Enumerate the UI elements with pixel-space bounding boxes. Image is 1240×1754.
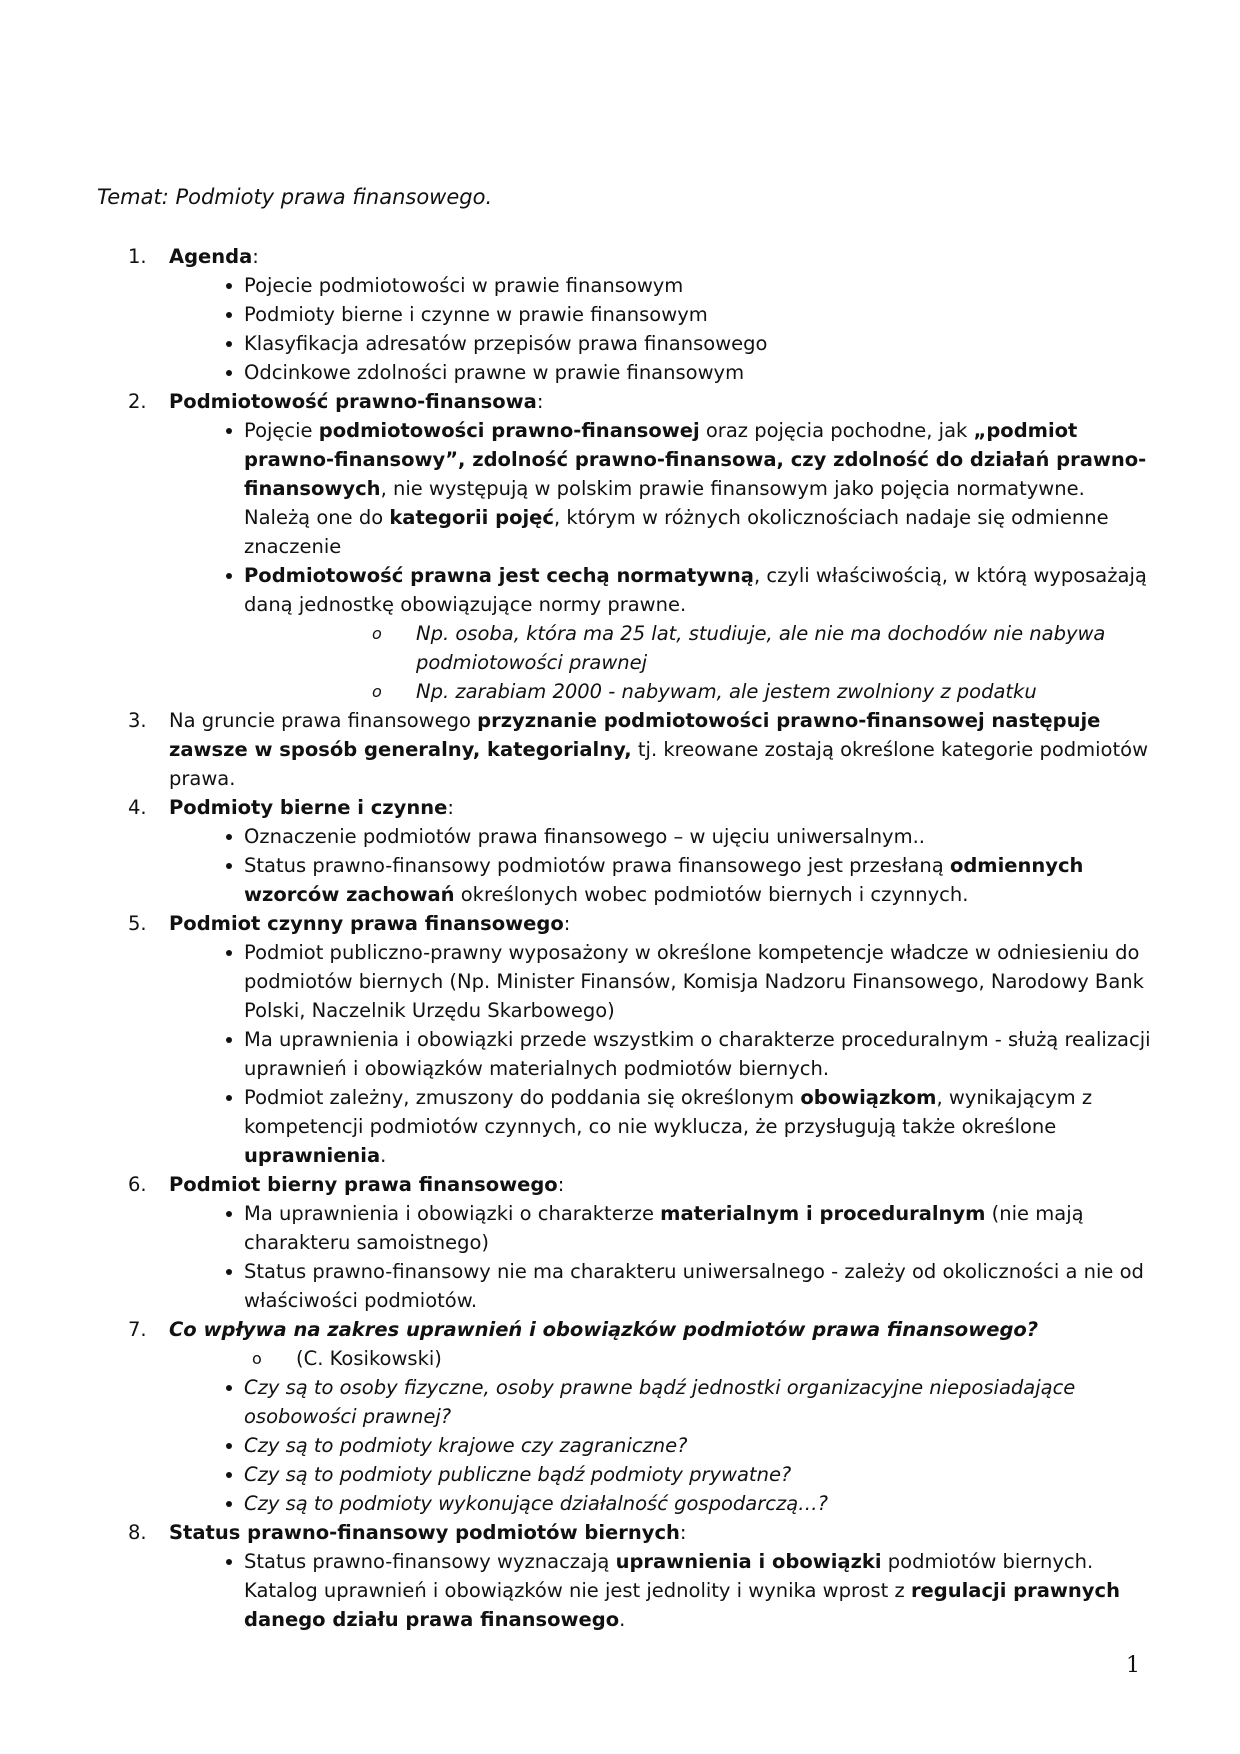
list-item: Pojecie podmiotowości w prawie finansowym [169,271,1154,300]
list-item: Podmiot publiczno-prawny wyposażony w określone kompetencje władcze w odniesieniu do podmiotów biernych (Np. Minister Finansów, Komisja Nadzoru Finansowego, Narodowy Bank Polski, Naczelnik Urzędu Skarbowego) [169,938,1154,1025]
list-item: Pojęcie podmiotowości prawno-finansowej oraz pojęcia pochodne, jak „podmiot prawno-finansowy”, zdolność prawno-finansowa, czy zdolność do działań prawno-finansowych, nie występują w polskim prawie finansowym jako pojęcia normatywne. Należą one do kategorii pojęć, którym w różnych okolicznościach nadaje się odmienne znaczenie [169,416,1154,561]
bullet-icon [226,1443,232,1449]
section-number: 1. [128,245,147,268]
bullet-icon [226,341,232,347]
sub-list-item: o Np. zarabiam 2000 - nabywam, ale jestem zwolniony z podatku [244,677,1154,706]
bullet-icon [226,312,232,318]
bullet-icon [226,370,232,376]
list-item: Czy są to osoby fizyczne, osoby prawne bądź jednostki organizacyjne nieposiadające osobowości prawnej? [169,1373,1154,1431]
bullet-icon [226,573,232,579]
list-item: Ma uprawnienia i obowiązki przede wszystkim o charakterze proceduralnym - służą realizacji uprawnień i obowiązków materialnych podmiotów biernych. [169,1025,1154,1083]
section-number: 3. [128,709,147,732]
section-przyznanie: 3. Na gruncie prawa finansowego przyznanie podmiotowości prawno-finansowej następuje zawsze w sposób generalny, kategorialny, tj. kreowane zostają określone kategorie podmiotów prawa. [124,706,1154,793]
bullet-list [169,1373,1154,1518]
list-item: Status prawno-finansowy nie ma charakteru uniwersalnego - zależy od okoliczności a nie od właściwości podmiotów. [169,1257,1154,1315]
bullet-icon [226,834,232,840]
bullet-icon [226,1095,232,1101]
bullet-list [169,938,1154,1170]
section-number: 2. [128,390,147,413]
list-item: Oznaczenie podmiotów prawa finansowego – w ujęciu uniwersalnym.. [169,822,1154,851]
bullet-list [169,1199,1154,1315]
section-status-biernych: 8. Status prawno-finansowy podmiotów biernych: Status prawno-finansowy wyznaczają uprawnienia i obowiązki podmiotów biernych. Katalog uprawnień i obowiązków nie jest jednolity i wynika wprost z regulacji prawnych danego działu prawa finansowego. [124,1518,1154,1634]
sub-list-item: o (C. Kosikowski) [169,1344,1154,1373]
list-item: Czy są to podmioty publiczne bądź podmioty prywatne? [169,1460,1154,1489]
circle-bullet-icon: o [372,624,382,643]
bullet-icon [226,863,232,869]
circle-bullet-icon: o [252,1349,262,1368]
bullet-icon [226,950,232,956]
bullet-list [169,822,1154,909]
section-podmiotowosc: 2. Podmiotowość prawno-finansowa: Pojęcie podmiotowości prawno-finansowej oraz pojęcia pochodne, jak „podmiot prawno-finansowy”, zdolność prawno-finansowa, czy zdolność do działań prawno-finansowych, nie występują w polskim prawie finansowym jako pojęcia normatywne. Należą one do kategorii pojęć, którym w różnych okolicznościach nadaje się odmienne znaczenie Podmiotowość prawna jest cechą normatywną, czyli właściwością, w którą wyposażają daną jednostkę obowiązujące normy prawne. o Np. osoba, która ma 25 lat, studiuje, ale nie ma dochodów nie nabywa podmiotowości prawnej o Np. zarabiam 2000 - nabywam, ale jestem zwolniony z podatku [124,387,1154,706]
circle-bullet-icon: o [372,682,382,701]
list-item: Czy są to podmioty wykonujące działalność gospodarczą…? [169,1489,1154,1518]
bullet-icon [226,1385,232,1391]
section-podmioty-bierne-czynne: 4. Podmioty bierne i czynne: Oznaczenie podmiotów prawa finansowego – w ujęciu uniwersalnym.. Status prawno-finansowy podmiotów prawa finansowego jest przesłaną odmiennych wzorców zachowań określonych wobec podmiotów biernych i czynnych. [124,793,1154,909]
section-podmiot-bierny: 6. Podmiot bierny prawa finansowego: Ma uprawnienia i obowiązki o charakterze materialnym i proceduralnym (nie mają charakteru samoistnego) Status prawno-finansowy nie ma charakteru uniwersalnego - zależy od okoliczności a nie od właściwości podmiotów. [124,1170,1154,1315]
bullet-icon [226,1559,232,1565]
document-body [124,242,1154,1634]
outline-list [124,242,1154,1634]
bullet-icon [226,1269,232,1275]
section-podmiot-czynny: 5. Podmiot czynny prawa finansowego: Podmiot publiczno-prawny wyposażony w określone kompetencje władcze w odniesieniu do podmiotów biernych (Np. Minister Finansów, Komisja Nadzoru Finansowego, Narodowy Bank Polski, Naczelnik Urzędu Skarbowego) Ma uprawnienia i obowiązki przede wszystkim o charakterze proceduralnym - służą realizacji uprawnień i obowiązków materialnych podmiotów biernych. Podmiot zależny, zmuszony do poddania się określonym obowiązkom, wynikającym z kompetencji podmiotów czynnych, co nie wyklucza, że przysługują także określone uprawnienia. [124,909,1154,1170]
bullet-icon [226,1037,232,1043]
bullet-icon [226,1211,232,1217]
section-heading: Status prawno-finansowy podmiotów biernych [169,1521,680,1544]
section-agenda: 1. Agenda: Pojecie podmiotowości w prawie finansowym Podmioty bierne i czynne w prawie finansowym Klasyfikacja adresatów przepisów prawa finansowego Odcinkowe zdolności prawne w prawie finansowym [124,242,1154,387]
bullet-icon [226,1472,232,1478]
section-heading: Podmioty bierne i czynne [169,796,448,819]
list-item: Klasyfikacja adresatów przepisów prawa finansowego [169,329,1154,358]
bullet-list [169,271,1154,387]
list-item: Podmiotowość prawna jest cechą normatywną, czyli właściwością, w którą wyposażają daną jednostkę obowiązujące normy prawne. o Np. osoba, która ma 25 lat, studiuje, ale nie ma dochodów nie nabywa podmiotowości prawnej o Np. zarabiam 2000 - nabywam, ale jestem zwolniony z podatku [169,561,1154,706]
section-zakres-uprawnien [124,1315,1154,1518]
page-number: 1 [1126,1653,1140,1678]
list-item: Status prawno-finansowy podmiotów prawa finansowego jest przesłaną odmiennych wzorców zachowań określonych wobec podmiotów biernych i czynnych. [169,851,1154,909]
list-item: Ma uprawnienia i obowiązki o charakterze materialnym i proceduralnym (nie mają charakteru samoistnego) [169,1199,1154,1257]
bullet-list [169,1547,1154,1634]
bullet-list [169,416,1154,706]
section-heading: Podmiot czynny prawa finansowego [169,912,564,935]
list-item: Odcinkowe zdolności prawne w prawie finansowym [169,358,1154,387]
section-number: 7. [128,1318,147,1341]
section-heading: Podmiot bierny prawa finansowego [169,1173,558,1196]
section-number: 8. [128,1521,147,1544]
sub-list [169,1344,1154,1373]
section-number: 4. [128,796,147,819]
list-item: Podmioty bierne i czynne w prawie finansowym [169,300,1154,329]
bullet-icon [226,283,232,289]
section-heading: Co wpływa na zakres uprawnień i obowiązków podmiotów prawa finansowego? [169,1318,1039,1341]
list-item: Podmiot zależny, zmuszony do poddania się określonym obowiązkom, wynikającym z kompetencji podmiotów czynnych, co nie wyklucza, że przysługują także określone uprawnienia. [169,1083,1154,1170]
document-title: Temat: Podmioty prawa finansowego. [97,185,493,209]
list-item: Status prawno-finansowy wyznaczają uprawnienia i obowiązki podmiotów biernych. Katalog uprawnień i obowiązków nie jest jednolity i wynika wprost z regulacji prawnych danego działu prawa finansowego. [169,1547,1154,1634]
sub-list [244,619,1154,706]
section-heading: Agenda [169,245,253,268]
list-item: Czy są to podmioty krajowe czy zagraniczne? [169,1431,1154,1460]
bullet-icon [226,1501,232,1507]
section-heading: Podmiotowość prawno-finansowa [169,390,537,413]
sub-list-item: o Np. osoba, która ma 25 lat, studiuje, ale nie ma dochodów nie nabywa podmiotowości prawnej [244,619,1154,677]
section-number: 5. [128,912,147,935]
section-number: 6. [128,1173,147,1196]
bullet-icon [226,428,232,434]
